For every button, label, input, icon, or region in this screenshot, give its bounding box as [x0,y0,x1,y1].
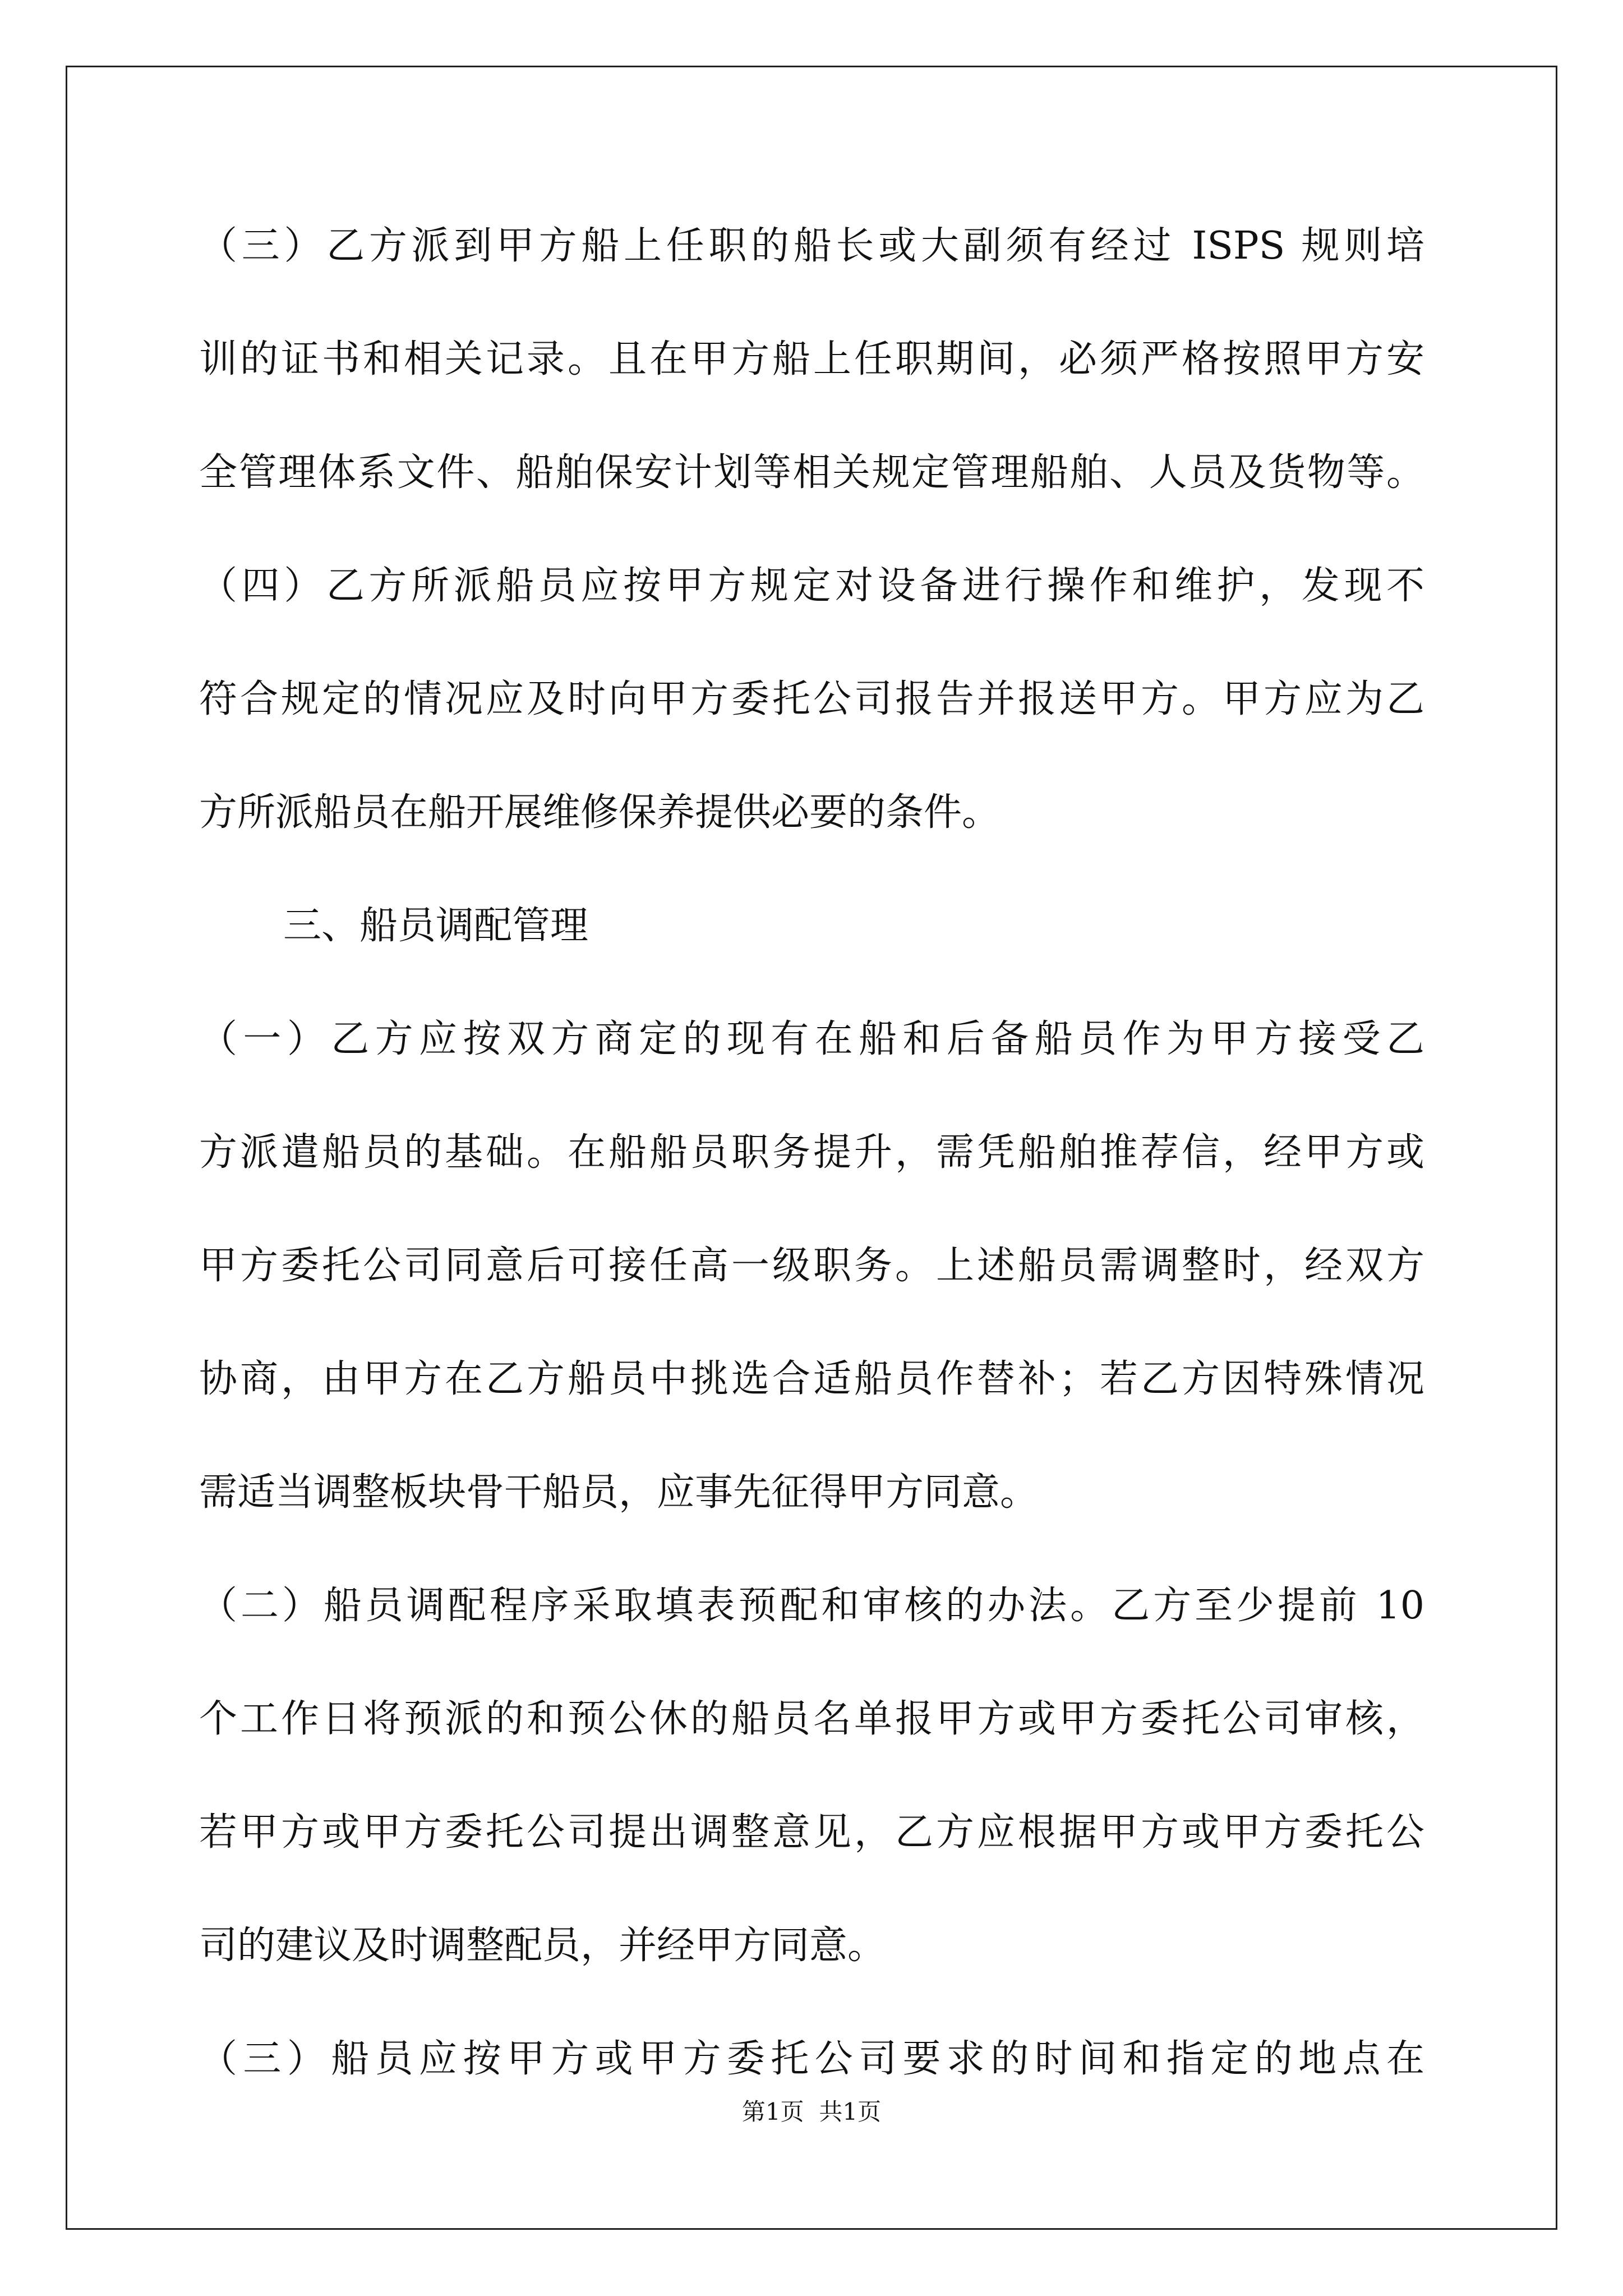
text-line: （二）船员调配程序采取填表预配和审核的办法。乙方至少提前 10 [199,1584,1424,1628]
text-line: 个工作日将预派的和预公休的船员名单报甲方或甲方委托公司审核， [199,1697,1424,1741]
text-line: 若甲方或甲方委托公司提出调整意见，乙方应根据甲方或甲方委托公 [199,1810,1424,1855]
text-line: 方派遣船员的基础。在船船员职务提升，需凭船舶推荐信，经甲方或 [199,1130,1424,1175]
text-line: 全管理体系文件、船舶保安计划等相关规定管理船舶、人员及货物等。 [199,450,1424,495]
text-line: 符合规定的情况应及时向甲方委托公司报告并报送甲方。甲方应为乙 [199,677,1424,721]
text-line: （四）乙方所派船员应按甲方规定对设备进行操作和维护，发现不 [199,564,1424,608]
page-footer: 第1页 共1页 [741,2098,882,2125]
text-line: 方所派船员在船开展维修保养提供必要的条件。 [199,790,1000,835]
section-heading: 三、船员调配管理 [283,904,589,948]
text-line: 需适当调整板块骨干船员，应事先征得甲方同意。 [199,1470,1039,1515]
text-line: 训的证书和相关记录。且在甲方船上任职期间，必须严格按照甲方安 [199,337,1424,381]
text-line: 甲方委托公司同意后可接任高一级职务。上述船员需调整时，经双方 [199,1244,1424,1288]
text-line: （一）乙方应按双方商定的现有在船和后备船员作为甲方接受乙 [199,1017,1424,1061]
text-line: 司的建议及时调整配员，并经甲方同意。 [199,1924,886,1968]
text-line: （三）乙方派到甲方船上任职的船长或大副须有经过 ISPS 规则培 [199,224,1424,268]
text-line: 协商，由甲方在乙方船员中挑选合适船员作替补；若乙方因特殊情况 [199,1357,1424,1401]
text-line: （三）船员应按甲方或甲方委托公司要求的时间和指定的地点在 [199,2037,1424,2081]
